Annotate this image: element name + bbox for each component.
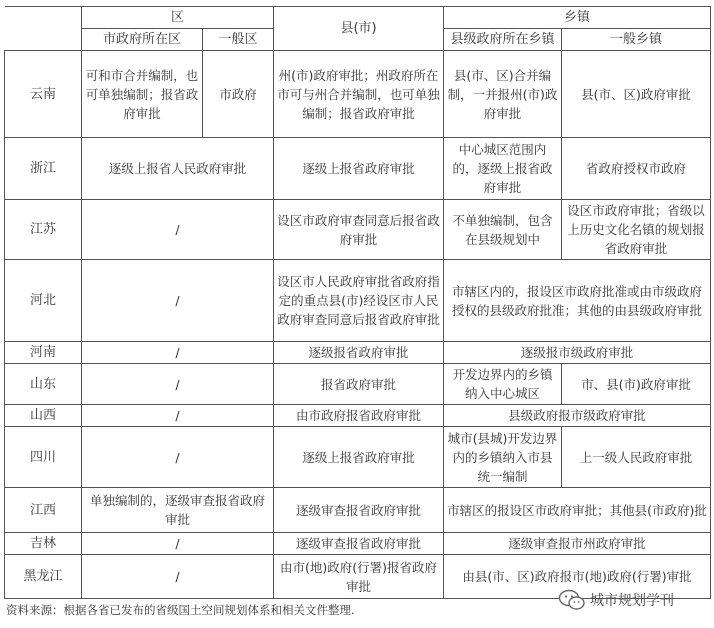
- cell-qu-city-seat: 可和市合并编制，也可单独编制；报省政府审批: [82, 51, 203, 138]
- table-row-shanxi: [5, 405, 711, 427]
- table-row-yunnan: [5, 51, 711, 138]
- cell-qu: /: [82, 555, 274, 599]
- cell-qu: /: [82, 427, 274, 488]
- cell-qu-general: 市政府: [203, 51, 274, 138]
- header-xiangzhen: 乡镇: [444, 7, 711, 29]
- cell-xian: 报省政府审批: [274, 364, 444, 405]
- cell-qu: /: [82, 260, 274, 342]
- province-cell: 江苏: [5, 200, 82, 260]
- table-row-henan: [5, 342, 711, 364]
- cell-qu: /: [82, 533, 274, 555]
- province-cell: 云南: [5, 51, 82, 138]
- province-cell: 江西: [5, 488, 82, 533]
- cell-xian: 逐级报省政府审批: [274, 342, 444, 364]
- header-qu-city-seat: 市政府所在区: [82, 29, 203, 51]
- province-cell: 山西: [5, 405, 82, 427]
- cell-xian: 设区市政府审查同意后报省政府审批: [274, 200, 444, 260]
- cell-xz-general: 省政府授权市政府: [562, 138, 711, 200]
- header-xz-county-seat: 县级政府所在乡镇: [444, 29, 562, 51]
- province-cell: 河南: [5, 342, 82, 364]
- cell-xz: 由县(市、区)政府报市(地)政府(行署)审批: [444, 555, 711, 599]
- wechat-icon: [558, 588, 586, 612]
- cell-qu: 单独编制的，逐级审查报省政府审批: [82, 488, 274, 533]
- cell-qu: /: [82, 342, 274, 364]
- cell-xian: 州(市)政府审批；州政府所在市可与州合并编制，也可单独编制；报省政府审批: [274, 51, 444, 138]
- cell-xz-county-seat: 不单独编制，包含在县级规划中: [444, 200, 562, 260]
- cell-xz-county-seat: 开发边界内的乡镇纳入中心城区: [444, 364, 562, 405]
- header-xz-general: 一般乡镇: [562, 29, 711, 51]
- province-cell: 河北: [5, 260, 82, 342]
- cell-xz-county-seat: 城市(县城)开发边界内的乡镇纳入市县统一编制: [444, 427, 562, 488]
- cell-xz: 逐级审查报市州政府审批: [444, 533, 711, 555]
- cell-xz: 市辖区的报设区市政府审批；其他县(市政府)批: [444, 488, 711, 533]
- cell-xz-general: 市、县(市)政府审批: [562, 364, 711, 405]
- cell-xz-general: 设区市政府审批；省级以上历史文化名镇的规划报省政府审批: [562, 200, 711, 260]
- cell-xz-general: 上一级人民政府审批: [562, 427, 711, 488]
- cell-qu: 逐级上报省人民政府审批: [82, 138, 274, 200]
- planning-approval-table-container: [4, 6, 710, 599]
- header-qu: 区: [82, 7, 274, 29]
- table-row-sichuan: [5, 427, 711, 488]
- cell-xian: 逐级上报省政府审批: [274, 138, 444, 200]
- table-row-shandong: [5, 364, 711, 405]
- cell-xian: 逐级审查报省政府审批: [274, 533, 444, 555]
- cell-xz: 市辖区内的，报设区市政府批准或由市级政府授权的县级政府批准；其他的由县级政府审批: [444, 260, 711, 342]
- province-cell: 四川: [5, 427, 82, 488]
- cell-xian: 逐级上报省政府审批: [274, 427, 444, 488]
- source-note: 资料来源：根据各省已发布的省级国土空间规划体系和相关文件整理.: [6, 603, 355, 617]
- cell-xz-general: 县(市、区)政府审批: [562, 51, 711, 138]
- province-cell: 黑龙江: [5, 555, 82, 599]
- cell-qu: /: [82, 364, 274, 405]
- cell-xz: 县级政府报市级政府审批: [444, 405, 711, 427]
- planning-approval-table: [4, 6, 711, 599]
- header-corner-cell: [5, 7, 82, 51]
- cell-qu: /: [82, 405, 274, 427]
- header-qu-general: 一般区: [203, 29, 274, 51]
- header-xian: 县(市): [274, 7, 444, 51]
- province-cell: 吉林: [5, 533, 82, 555]
- cell-xian: 由市政府报省政府审批: [274, 405, 444, 427]
- cell-qu: /: [82, 200, 274, 260]
- province-cell: 浙江: [5, 138, 82, 200]
- watermark: [558, 588, 674, 612]
- table-row-jiangxi: [5, 488, 711, 533]
- cell-xian: 设区市人民政府审批省政府指定的重点县(市)经设区市人民政府审查同意后报省政府审批: [274, 260, 444, 342]
- cell-xian: 逐级审查报省政府审批: [274, 488, 444, 533]
- watermark-text: 城市规划学刊: [590, 593, 674, 609]
- cell-xz-county-seat: 中心城区范围内的，逐级上报省政府审批: [444, 138, 562, 200]
- table-row-zhejiang: [5, 138, 711, 200]
- cell-xz-county-seat: 县(市、区)合并编制，一并报州(市)政府审批: [444, 51, 562, 138]
- cell-xian: 由市(地)政府(行署)报省政府审批: [274, 555, 444, 599]
- table-row-jiangsu: [5, 200, 711, 260]
- table-row-hebei: [5, 260, 711, 342]
- cell-xz: 逐级报市级政府审批: [444, 342, 711, 364]
- province-cell: 山东: [5, 364, 82, 405]
- table-row-jilin: [5, 533, 711, 555]
